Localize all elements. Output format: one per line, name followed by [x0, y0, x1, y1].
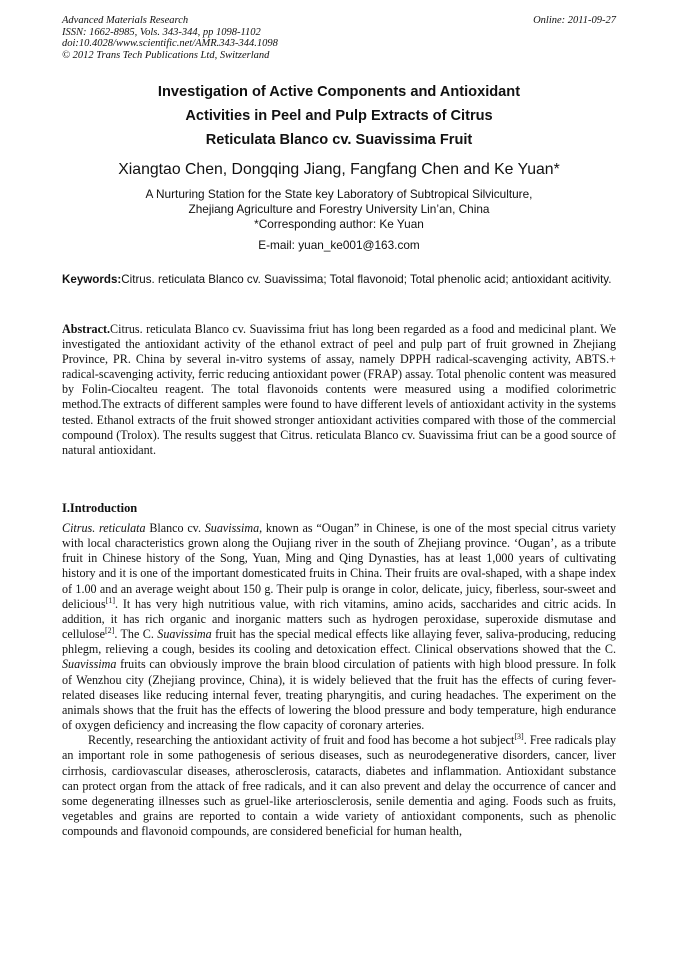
paper-title — [62, 80, 616, 152]
journal-name: Advanced Materials Research — [62, 15, 189, 26]
affiliation-line-1: A Nurturing Station for the State key Laboratory of Subtropical Silviculture, — [145, 187, 533, 201]
doi-line: doi:10.4028/www.scientific.net/AMR.343-344.1098 — [62, 38, 278, 50]
cultivar-name: Suavissima — [62, 657, 117, 672]
citation-ref-3: [3] — [514, 732, 524, 742]
body-text: . The C. — [114, 627, 158, 642]
introduction-body — [62, 521, 616, 839]
title-line-2: Activities in Peel and Pulp Extracts of Citrus — [185, 108, 493, 124]
body-text: Recently, researching the antioxidant activity of fruit and food has become a hot subject — [88, 733, 515, 748]
copyright-line: © 2012 Trans Tech Publications Ltd, Switzerland — [62, 49, 270, 61]
abstract-block — [62, 322, 616, 458]
issn-line: ISSN: 1662-8985, Vols. 343-344, pp 1098-1102 — [62, 26, 261, 38]
affiliation — [62, 187, 616, 232]
body-text: fruits can obviously improve the brain blood circulation of patients with high blood pressure. In folk of Wenzhou city (Zhejiang province, China), it is widely believed that the fruit has the effects of curing fever-related diseases like reducing internal fever, treating pharyngitis, and curing headaches. The experiment on the animals shows that the fruit has the effects of lowering the blood pressure and body temperature, high endurance of oxygen deficiency and increasing the flow capacity of coronary arteries. — [62, 657, 616, 733]
title-line-3: Reticulata Blanco cv. Suavissima Fruit — [205, 132, 473, 148]
author-list: Xiangtao Chen, Dongqing Jiang, Fangfang Chen and Ke Yuan* — [118, 161, 560, 178]
corresponding-author: *Corresponding author: Ke Yuan — [254, 217, 424, 231]
title-line-1: Investigation of Active Components and Antioxidant — [157, 84, 521, 100]
keywords-text: Citrus. reticulata Blanco cv. Suavissima; Total flavonoid; Total phenolic acid; antioxidant acitivity. — [121, 273, 612, 286]
citation-ref-1: [1] — [105, 595, 115, 605]
journal-header — [62, 15, 616, 61]
body-text: Blanco cv. — [145, 521, 205, 535]
affiliation-line-2: Zhejiang Agriculture and Forestry University Lin’an, China — [188, 202, 490, 216]
abstract-text: Citrus. reticulata Blanco cv. Suavissima friut has long been regarded as a food and medicinal plant. We investigated the antioxidant activity of the ethanol extract of peel and pulp part of fruit growned in Zhejiang Province, PR. China by several in-vitro systems of assay, namely DPPH radical-scavenging activity, ABTS.+ radical-scavenging activity, ferric reducing antioxidant power (FRAP) assay. Total phenolic content was measured by Folin-Ciocalteu reagent. The total flavonoids contents were measured using a modified colorimetric method.The extracts of different samples were found to have different levels of antioxidant activity in the systems tested. Ethanol extracts of the fruit showed stronger antioxidant activities compared with those of the commercial compound (Trolox). The results suggest that Citrus. reticulata Blanco cv. Suavissima friut can be a good source of natural antioxidant. — [62, 322, 616, 457]
body-text: fruit has the special medical effects like allaying fever, saliva-producing, reducing phlegm, relieving a cough, besides its cooling and detoxication effect. Clinical observations showed that the C. — [62, 627, 616, 657]
online-date: Online: 2011-09-27 — [533, 15, 616, 26]
author-email: E-mail: yuan_ke001@163.com — [258, 238, 420, 252]
keywords-label: Keywords: — [62, 273, 122, 286]
abstract-label: Abstract. — [62, 322, 111, 336]
section-heading-introduction: I.Introduction — [62, 501, 138, 515]
body-text: , known as “Ougan” in Chinese, is one of the most special citrus variety with local characteristics grown along the Oujiang river in the south of Zhejiang province. ‘Ougan’, as a tribute fruit in Chinese history of the Song, Yuan, Ming and Qing Dynasties, has at least 1,000 years of cultivating history and it is one of the important domesticated fruits in China. Their fruits are oval-shaped, with a shape index of 1.00 and an average weight about 150 g. Their pulp is orange in color, delicate, juicy, fiberless, sour-sweet and delicious — [62, 521, 617, 611]
citation-ref-2: [2] — [104, 626, 115, 636]
keywords-block — [62, 272, 616, 287]
species-name: Citrus. reticulata — [62, 521, 146, 535]
cultivar-name: Suavissima — [157, 627, 212, 642]
body-text: . Free radicals play an important role in some pathogenesis of serious diseases, such as neurodegenerative disorders, cancer, liver cirrhosis, cardiovascular diseases, atherosclerosis, cataracts, diabetes and inflammation. Antioxidant substance can protect organ from the attack of free radicals, and it can also prevent and delay the occurrence of cancer and some degenerating illnesses such as gruel-like arteriosclerosis, senile dementia and aging. Foods such as fruits, vegetables and grains are reported to contain a wide variety of antioxidant components, such as phenolic compounds and flavonoid compounds, are considered beneficial for human health, — [62, 733, 616, 839]
cultivar-name: Suavissima — [204, 521, 260, 535]
body-text: . It has very high nutritious value, with rich vitamins, amino acids, saccharides and citric acids. In addition, it has rich organic and inorganic matters such as hydrogen peroxidase, superoxide dismutase and cellulose — [62, 596, 616, 642]
intro-paragraph-1 — [62, 521, 616, 733]
intro-paragraph-2 — [62, 733, 616, 839]
